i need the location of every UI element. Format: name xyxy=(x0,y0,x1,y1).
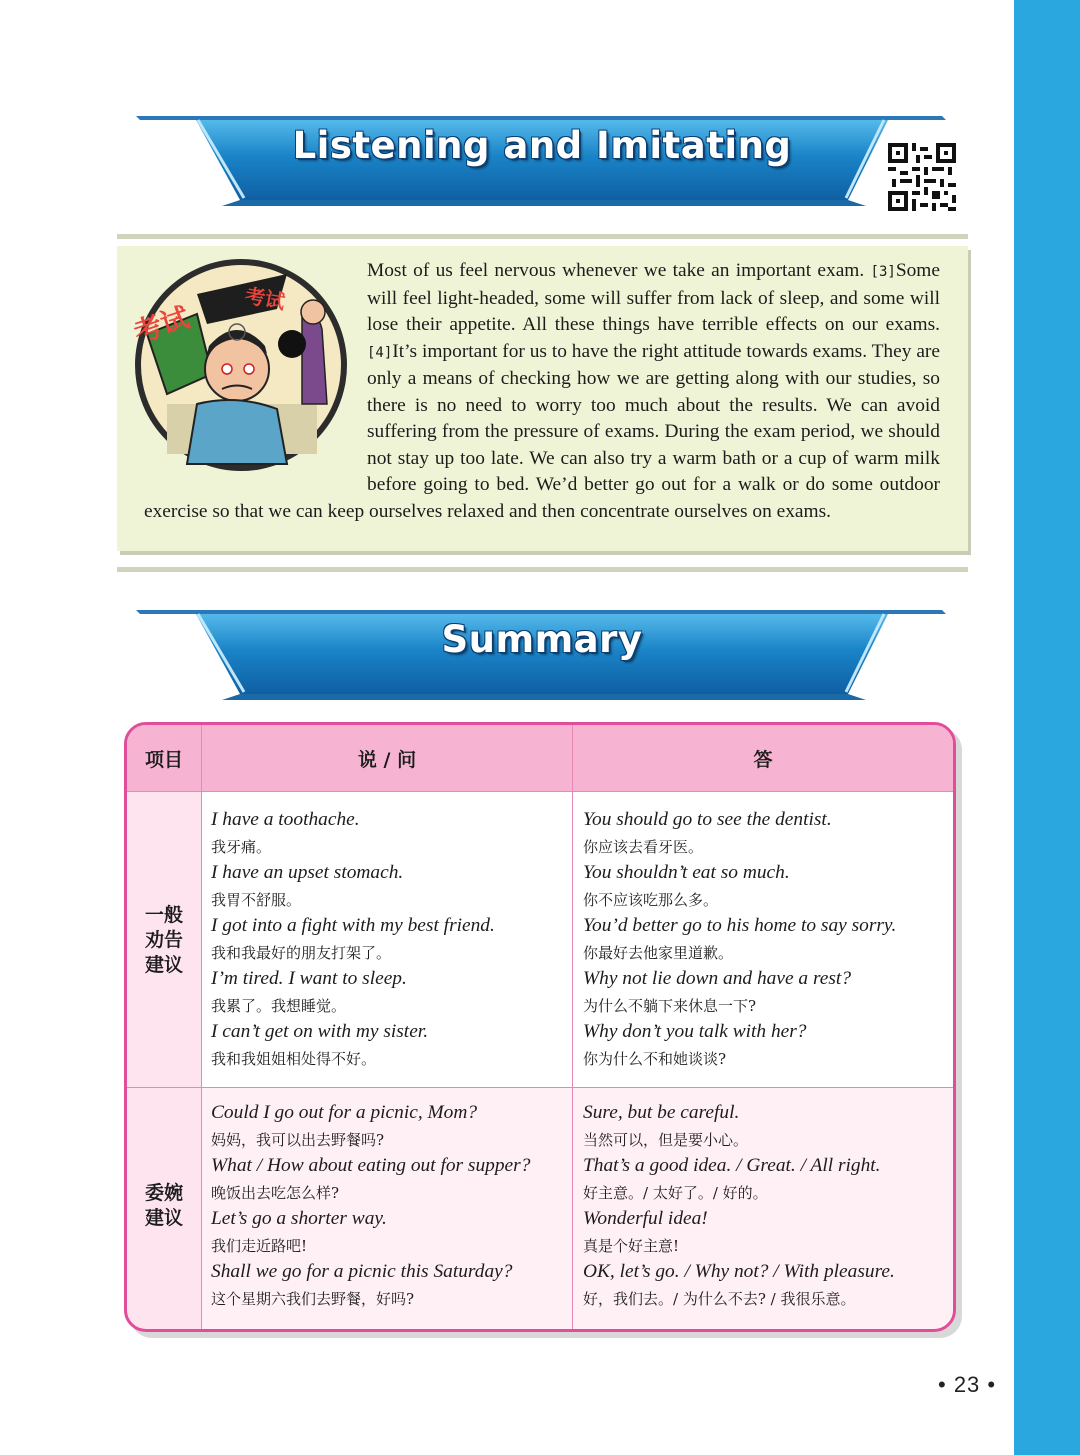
list-item: You’d better go to his home to say sorry. xyxy=(583,915,897,936)
summary-banner xyxy=(136,606,948,706)
header-answer: 答 xyxy=(753,749,773,771)
list-item: 我们走近路吧! xyxy=(211,1236,308,1255)
list-item: Sure, but be careful. xyxy=(583,1102,740,1123)
passage-sentence-3: It’s important for us to have the right attitude towards exams. They are only a means of checking how we are getting along with our studies, so there is no need to worry too much about the results. We can avoid suffering from the pressure of exams. During the exam period, we should not stay up too late. We can also try a warm bath or a cup of warm milk before going to bed. We’d better go out for a walk or do some outdoor exercise so that we can keep ourselves relaxed and then concentrate ourselves on exams. xyxy=(144,340,940,522)
list-item: I have a toothache. xyxy=(211,809,360,830)
passage-box xyxy=(117,246,968,551)
exam-sign-left: 考试 xyxy=(129,300,194,350)
list-item: 我胃不舒服。 xyxy=(211,890,302,909)
list-item: 你为什么不和她谈谈? xyxy=(583,1049,727,1068)
list-item: 这个星期六我们去野餐，好吗? xyxy=(211,1289,415,1308)
list-item: 你不应该吃那么多。 xyxy=(583,890,719,909)
list-item: OK, let’s go. / Why not? / With pleasure. xyxy=(583,1261,895,1282)
list-item: 我和我最好的朋友打架了。 xyxy=(211,943,392,962)
list-item: 我和我姐姐相处得不好。 xyxy=(211,1049,377,1068)
section-1-say-list xyxy=(211,807,495,1072)
list-item: I can’t get on with my sister. xyxy=(211,1021,429,1042)
list-item: You should go to see the dentist. xyxy=(583,809,832,830)
list-item: Let’s go a shorter way. xyxy=(211,1208,387,1229)
list-item: Why not lie down and have a rest? xyxy=(583,968,852,989)
list-item: Wonderful idea! xyxy=(583,1208,708,1229)
summary-title: Summary xyxy=(441,618,643,661)
top-rule xyxy=(117,234,968,239)
category-general-advice: 一般 劝告 建议 xyxy=(144,904,183,976)
category-polite-suggestion: 委婉 建议 xyxy=(144,1182,183,1229)
ref-4: [4] xyxy=(367,344,393,361)
summary-table xyxy=(124,722,956,1332)
section-2-answer-list xyxy=(583,1100,895,1312)
list-item: 我牙痛。 xyxy=(211,837,272,856)
list-item: You shouldn’t eat so much. xyxy=(583,862,790,883)
passage-sentence-1: Most of us feel nervous whenever we take an important exam. xyxy=(367,260,865,281)
list-item: Why don’t you talk with her? xyxy=(583,1021,807,1042)
list-item: 我累了。我想睡觉。 xyxy=(211,996,347,1015)
bottom-rule xyxy=(117,567,968,572)
list-item: Shall we go for a picnic this Saturday? xyxy=(211,1261,513,1282)
list-item: Could I go out for a picnic, Mom? xyxy=(211,1102,478,1123)
passage-text xyxy=(144,258,940,525)
list-item: 真是个好主意! xyxy=(583,1236,680,1255)
list-item: What / How about eating out for supper? xyxy=(211,1155,531,1176)
list-item: I got into a fight with my best friend. xyxy=(211,915,495,936)
section-2-say-list xyxy=(211,1100,530,1312)
exam-sign-right: 考试 xyxy=(243,283,287,314)
list-item: 你最好去他家里道歉。 xyxy=(583,943,734,962)
passage-sentence-2: Some will feel light-headed, some will suffer from lack of sleep, and some will lose their appetite. All these things have terrible effects on our exams. xyxy=(367,260,940,335)
side-color-bar xyxy=(1014,0,1080,1455)
list-item: 晚饭出去吃怎么样? xyxy=(211,1183,340,1202)
page-number: • 23 • xyxy=(938,1372,997,1397)
list-item: I’m tired. I want to sleep. xyxy=(211,968,407,989)
list-item: 好，我们去。/ 为什么不去? / 我很乐意。 xyxy=(583,1289,856,1308)
list-item: 妈妈，我可以出去野餐吗? xyxy=(211,1130,385,1149)
qr-code-icon[interactable] xyxy=(888,143,956,211)
listening-title: Listening and Imitating xyxy=(292,124,792,167)
header-say: 说 / 问 xyxy=(357,749,417,771)
list-item: That’s a good idea. / Great. / All right. xyxy=(583,1155,881,1176)
listening-banner xyxy=(136,112,948,212)
list-item: 你应该去看牙医。 xyxy=(583,837,704,856)
ref-3: [3] xyxy=(870,264,896,280)
header-item: 项目 xyxy=(144,749,183,771)
list-item: I have an upset stomach. xyxy=(211,862,404,883)
list-item: 当然可以，但是要小心。 xyxy=(583,1130,749,1149)
section-1-answer-list xyxy=(583,807,896,1072)
list-item: 为什么不躺下来休息一下? xyxy=(583,996,757,1015)
list-item: 好主意。/ 太好了。/ 好的。 xyxy=(583,1183,768,1202)
